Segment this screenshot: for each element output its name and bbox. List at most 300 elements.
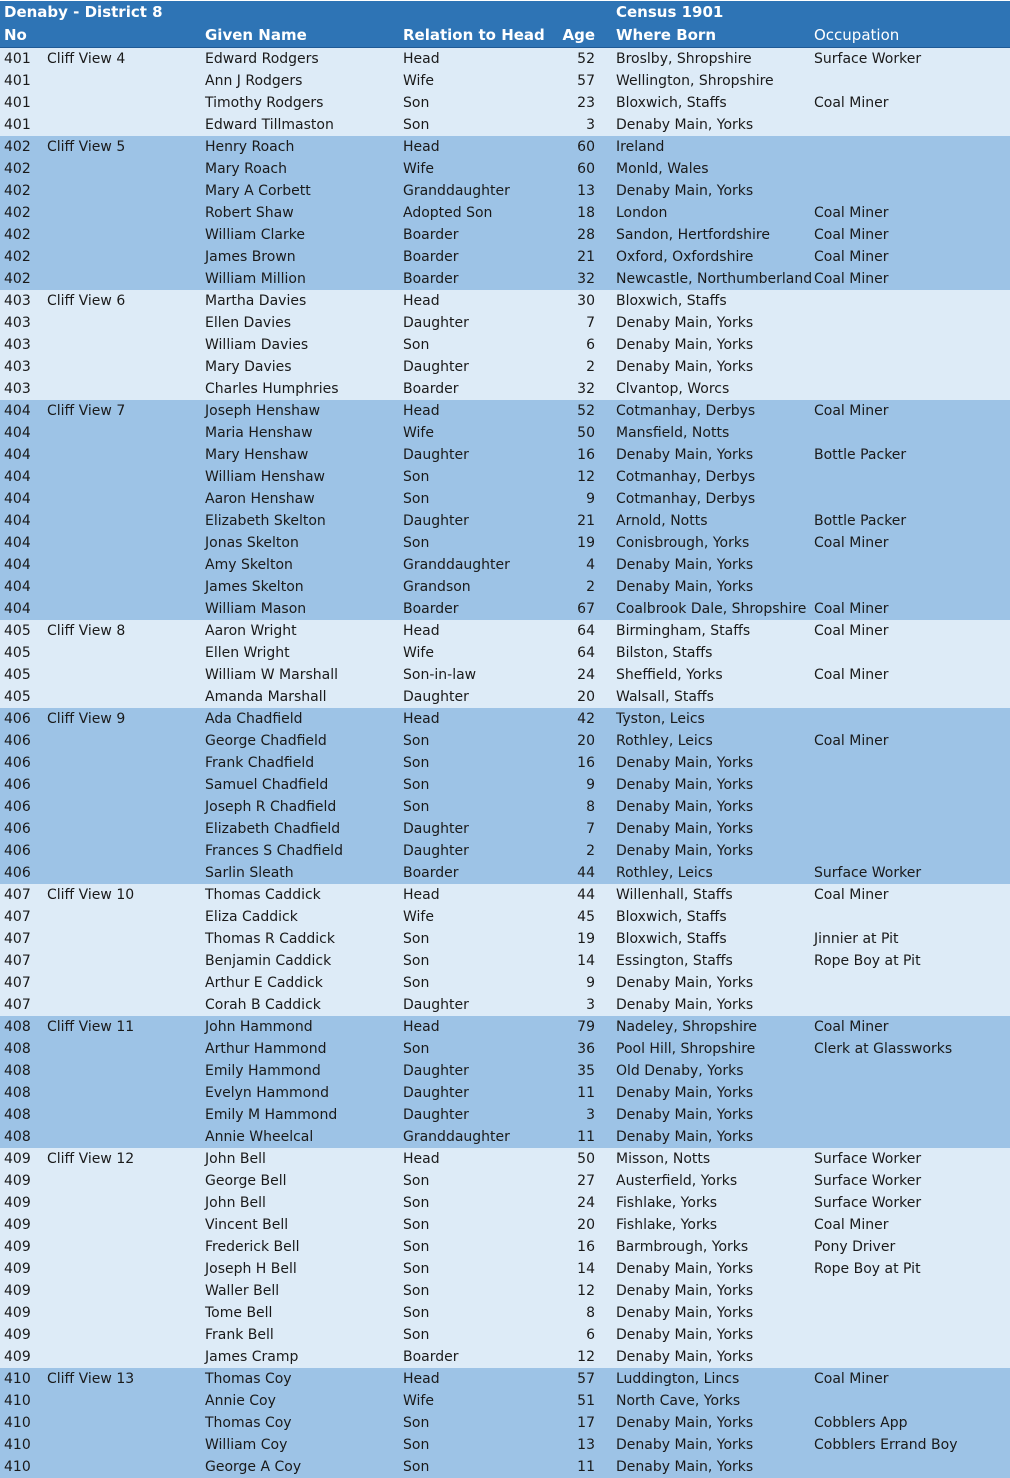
- cell-household-number: 404: [4, 447, 31, 463]
- cell-age: 3: [586, 117, 595, 133]
- cell-age: 32: [577, 381, 595, 397]
- cell-age: 23: [577, 95, 595, 111]
- cell-given-name: William Mason: [205, 601, 307, 617]
- cell-age: 9: [586, 975, 595, 991]
- cell-household-number: 401: [4, 73, 31, 89]
- cell-household-number: 407: [4, 997, 31, 1013]
- cell-given-name: Thomas Caddick: [205, 887, 321, 903]
- cell-relation: Head: [403, 293, 440, 309]
- cell-where-born: Bloxwich, Staffs: [616, 931, 727, 947]
- cell-age: 7: [586, 821, 595, 837]
- cell-household-number: 402: [4, 249, 31, 265]
- cell-relation: Son: [403, 1305, 430, 1321]
- cell-household-number: 407: [4, 909, 31, 925]
- cell-where-born: Birmingham, Staffs: [616, 623, 751, 639]
- cell-given-name: Jonas Skelton: [205, 535, 299, 551]
- cell-where-born: Denaby Main, Yorks: [616, 1283, 754, 1299]
- cell-age: 3: [586, 1107, 595, 1123]
- table-row: [0, 664, 1010, 686]
- table-row: [0, 1082, 1010, 1104]
- cell-relation: Boarder: [403, 227, 459, 243]
- cell-occupation: Coal Miner: [814, 95, 889, 111]
- cell-relation: Boarder: [403, 1349, 459, 1365]
- cell-where-born: Misson, Notts: [616, 1151, 711, 1167]
- cell-relation: Son: [403, 1283, 430, 1299]
- cell-given-name: Arthur Hammond: [205, 1041, 327, 1057]
- table-row: [0, 312, 1010, 334]
- cell-where-born: Luddington, Lincs: [616, 1371, 740, 1387]
- cell-household-number: 409: [4, 1217, 31, 1233]
- cell-household-number: 409: [4, 1327, 31, 1343]
- cell-household-number: 410: [4, 1415, 31, 1431]
- cell-age: 19: [577, 931, 595, 947]
- cell-where-born: Conisbrough, Yorks: [616, 535, 750, 551]
- cell-where-born: Coalbrook Dale, Shropshire: [616, 601, 807, 617]
- table-row: [0, 114, 1010, 136]
- cell-where-born: Bloxwich, Staffs: [616, 293, 727, 309]
- cell-relation: Daughter: [403, 821, 469, 837]
- cell-household-number: 405: [4, 689, 31, 705]
- table-row: [0, 1148, 1010, 1170]
- cell-where-born: Wellington, Shropshire: [616, 73, 774, 89]
- cell-given-name: Vincent Bell: [205, 1217, 289, 1233]
- table-row: [0, 1434, 1010, 1456]
- cell-household-number: 407: [4, 887, 31, 903]
- table-row: [0, 1412, 1010, 1434]
- cell-where-born: Denaby Main, Yorks: [616, 821, 754, 837]
- cell-relation: Daughter: [403, 1085, 469, 1101]
- cell-given-name: Mary Davies: [205, 359, 292, 375]
- cell-relation: Daughter: [403, 513, 469, 529]
- cell-household-number: 404: [4, 535, 31, 551]
- table-row: [0, 356, 1010, 378]
- cell-household-number: 408: [4, 1085, 31, 1101]
- cell-household-number: 402: [4, 271, 31, 287]
- cell-relation: Son: [403, 1327, 430, 1343]
- cell-occupation: Coal Miner: [814, 1217, 889, 1233]
- cell-where-born: Oxford, Oxfordshire: [616, 249, 754, 265]
- cell-where-born: Denaby Main, Yorks: [616, 1349, 754, 1365]
- cell-household-number: 409: [4, 1151, 31, 1167]
- table-row: [0, 708, 1010, 730]
- cell-relation: Boarder: [403, 865, 459, 881]
- cell-occupation: Surface Worker: [814, 1151, 922, 1167]
- cell-household-number: 406: [4, 865, 31, 881]
- cell-given-name: William W Marshall: [205, 667, 338, 683]
- cell-given-name: Frank Chadfield: [205, 755, 315, 771]
- cell-relation: Granddaughter: [403, 183, 510, 199]
- cell-given-name: Ada Chadfield: [205, 711, 303, 727]
- cell-relation: Wife: [403, 161, 434, 177]
- cell-address: Cliff View 12: [47, 1151, 135, 1167]
- cell-household-number: 404: [4, 557, 31, 573]
- cell-relation: Son: [403, 1041, 430, 1057]
- table-row: [0, 1280, 1010, 1302]
- cell-given-name: Sarlin Sleath: [205, 865, 294, 881]
- cell-occupation: Cobblers Errand Boy: [814, 1437, 958, 1453]
- cell-given-name: Emily M Hammond: [205, 1107, 338, 1123]
- cell-address: Cliff View 8: [47, 623, 126, 639]
- table-row: [0, 1016, 1010, 1038]
- table-row: [0, 994, 1010, 1016]
- cell-where-born: Denaby Main, Yorks: [616, 359, 754, 375]
- census-label: Census 1901: [616, 3, 724, 21]
- cell-relation: Son: [403, 469, 430, 485]
- cell-age: 3: [586, 997, 595, 1013]
- cell-household-number: 406: [4, 711, 31, 727]
- table-row: [0, 950, 1010, 972]
- table-row: [0, 1214, 1010, 1236]
- cell-given-name: John Bell: [205, 1151, 266, 1167]
- cell-household-number: 402: [4, 183, 31, 199]
- cell-where-born: Denaby Main, Yorks: [616, 1437, 754, 1453]
- table-row: [0, 1324, 1010, 1346]
- cell-age: 24: [577, 667, 595, 683]
- cell-age: 60: [577, 139, 595, 155]
- cell-where-born: Nadeley, Shropshire: [616, 1019, 758, 1035]
- cell-given-name: Edward Rodgers: [205, 51, 319, 67]
- cell-age: 6: [586, 1327, 595, 1343]
- cell-given-name: William Davies: [205, 337, 309, 353]
- cell-relation: Head: [403, 887, 440, 903]
- table-row: [0, 1104, 1010, 1126]
- table-row: [0, 1368, 1010, 1390]
- cell-given-name: Evelyn Hammond: [205, 1085, 329, 1101]
- cell-given-name: Edward Tillmaston: [205, 117, 334, 133]
- cell-given-name: Joseph Henshaw: [205, 403, 321, 419]
- cell-given-name: Samuel Chadfield: [205, 777, 329, 793]
- cell-relation: Son: [403, 733, 430, 749]
- cell-age: 12: [577, 1283, 595, 1299]
- cell-relation: Head: [403, 1371, 440, 1387]
- cell-age: 16: [577, 755, 595, 771]
- table-row: [0, 334, 1010, 356]
- cell-given-name: George A Coy: [205, 1459, 302, 1475]
- table-row: [0, 598, 1010, 620]
- table-row: [0, 620, 1010, 642]
- cell-age: 24: [577, 1195, 595, 1211]
- cell-given-name: Elizabeth Skelton: [205, 513, 326, 529]
- table-row: [0, 1170, 1010, 1192]
- cell-age: 18: [577, 205, 595, 221]
- cell-where-born: Denaby Main, Yorks: [616, 1415, 754, 1431]
- cell-given-name: Elizabeth Chadfield: [205, 821, 341, 837]
- table-row: [0, 48, 1010, 70]
- table-row: [0, 642, 1010, 664]
- cell-household-number: 401: [4, 95, 31, 111]
- cell-given-name: Charles Humphries: [205, 381, 339, 397]
- cell-where-born: Tyston, Leics: [616, 711, 705, 727]
- cell-age: 44: [577, 865, 595, 881]
- cell-household-number: 402: [4, 139, 31, 155]
- cell-where-born: Denaby Main, Yorks: [616, 1327, 754, 1343]
- cell-household-number: 410: [4, 1393, 31, 1409]
- cell-given-name: Amy Skelton: [205, 557, 293, 573]
- cell-given-name: John Bell: [205, 1195, 266, 1211]
- column-header-where-born: Where Born: [616, 26, 717, 44]
- cell-where-born: Denaby Main, Yorks: [616, 755, 754, 771]
- table-row: [0, 752, 1010, 774]
- cell-household-number: 408: [4, 1041, 31, 1057]
- cell-age: 64: [577, 645, 595, 661]
- cell-household-number: 408: [4, 1129, 31, 1145]
- table-row: [0, 1060, 1010, 1082]
- cell-given-name: Ellen Wright: [205, 645, 290, 661]
- cell-household-number: 403: [4, 315, 31, 331]
- cell-where-born: Austerfield, Yorks: [616, 1173, 738, 1189]
- cell-age: 20: [577, 1217, 595, 1233]
- cell-given-name: Joseph H Bell: [205, 1261, 297, 1277]
- cell-given-name: Henry Roach: [205, 139, 295, 155]
- cell-address: Cliff View 4: [47, 51, 126, 67]
- cell-age: 17: [577, 1415, 595, 1431]
- cell-relation: Head: [403, 623, 440, 639]
- cell-relation: Adopted Son: [403, 205, 493, 221]
- cell-address: Cliff View 6: [47, 293, 126, 309]
- cell-where-born: Denaby Main, Yorks: [616, 1261, 754, 1277]
- table-row: [0, 224, 1010, 246]
- column-header-no: No: [4, 26, 27, 44]
- cell-given-name: Thomas R Caddick: [205, 931, 335, 947]
- cell-where-born: Rothley, Leics: [616, 733, 713, 749]
- cell-where-born: Walsall, Staffs: [616, 689, 714, 705]
- table-row: [0, 884, 1010, 906]
- table-row: [0, 1038, 1010, 1060]
- cell-household-number: 401: [4, 51, 31, 67]
- cell-relation: Wife: [403, 1393, 434, 1409]
- cell-age: 12: [577, 1349, 595, 1365]
- cell-relation: Son: [403, 931, 430, 947]
- cell-where-born: Cotmanhay, Derbys: [616, 403, 756, 419]
- cell-household-number: 406: [4, 733, 31, 749]
- cell-where-born: Arnold, Notts: [616, 513, 708, 529]
- cell-relation: Head: [403, 1151, 440, 1167]
- cell-where-born: Essington, Staffs: [616, 953, 733, 969]
- column-header-given-name: Given Name: [205, 26, 307, 44]
- cell-address: Cliff View 13: [47, 1371, 135, 1387]
- cell-where-born: Denaby Main, Yorks: [616, 1129, 754, 1145]
- cell-given-name: Thomas Coy: [205, 1415, 292, 1431]
- cell-relation: Grandson: [403, 579, 471, 595]
- cell-occupation: Rope Boy at Pit: [814, 953, 921, 969]
- cell-household-number: 405: [4, 645, 31, 661]
- cell-given-name: Aaron Henshaw: [205, 491, 315, 507]
- cell-household-number: 409: [4, 1173, 31, 1189]
- table-row: [0, 1390, 1010, 1412]
- cell-relation: Wife: [403, 909, 434, 925]
- cell-relation: Son: [403, 1173, 430, 1189]
- cell-household-number: 403: [4, 337, 31, 353]
- cell-household-number: 410: [4, 1371, 31, 1387]
- cell-age: 21: [577, 249, 595, 265]
- cell-relation: Granddaughter: [403, 557, 510, 573]
- cell-where-born: Sheffield, Yorks: [616, 667, 723, 683]
- table-row: [0, 488, 1010, 510]
- cell-relation: Son: [403, 117, 430, 133]
- table-row: [0, 136, 1010, 158]
- cell-household-number: 405: [4, 667, 31, 683]
- cell-age: 19: [577, 535, 595, 551]
- cell-given-name: William Henshaw: [205, 469, 325, 485]
- cell-relation: Son: [403, 1217, 430, 1233]
- cell-where-born: Clvantop, Worcs: [616, 381, 730, 397]
- cell-age: 51: [577, 1393, 595, 1409]
- cell-age: 14: [577, 953, 595, 969]
- cell-age: 79: [577, 1019, 595, 1035]
- cell-relation: Son: [403, 1261, 430, 1277]
- cell-age: 30: [577, 293, 595, 309]
- cell-relation: Son: [403, 777, 430, 793]
- cell-age: 42: [577, 711, 595, 727]
- cell-where-born: Denaby Main, Yorks: [616, 183, 754, 199]
- cell-household-number: 409: [4, 1305, 31, 1321]
- cell-age: 50: [577, 1151, 595, 1167]
- cell-where-born: Denaby Main, Yorks: [616, 799, 754, 815]
- cell-where-born: Mansfield, Notts: [616, 425, 730, 441]
- table-row: [0, 158, 1010, 180]
- cell-occupation: Coal Miner: [814, 623, 889, 639]
- cell-relation: Son: [403, 975, 430, 991]
- cell-where-born: Pool Hill, Shropshire: [616, 1041, 756, 1057]
- cell-age: 11: [577, 1459, 595, 1475]
- table-row: [0, 1126, 1010, 1148]
- census-table-body: [0, 48, 1010, 1478]
- cell-relation: Boarder: [403, 601, 459, 617]
- cell-household-number: 403: [4, 293, 31, 309]
- cell-relation: Daughter: [403, 447, 469, 463]
- cell-address: Cliff View 10: [47, 887, 135, 903]
- cell-relation: Daughter: [403, 689, 469, 705]
- cell-relation: Boarder: [403, 271, 459, 287]
- cell-age: 2: [586, 579, 595, 595]
- cell-age: 8: [586, 799, 595, 815]
- cell-age: 4: [586, 557, 595, 573]
- cell-relation: Head: [403, 1019, 440, 1035]
- cell-where-born: Willenhall, Staffs: [616, 887, 733, 903]
- cell-given-name: Eliza Caddick: [205, 909, 298, 925]
- cell-household-number: 409: [4, 1195, 31, 1211]
- cell-age: 16: [577, 447, 595, 463]
- table-row: [0, 554, 1010, 576]
- cell-given-name: James Cramp: [205, 1349, 299, 1365]
- cell-where-born: Ireland: [616, 139, 665, 155]
- table-row: [0, 466, 1010, 488]
- cell-occupation: Coal Miner: [814, 667, 889, 683]
- cell-given-name: Martha Davies: [205, 293, 307, 309]
- column-header-row: [0, 24, 1010, 48]
- table-row: [0, 796, 1010, 818]
- cell-occupation: Surface Worker: [814, 1195, 922, 1211]
- cell-where-born: Bloxwich, Staffs: [616, 95, 727, 111]
- cell-where-born: Denaby Main, Yorks: [616, 777, 754, 793]
- cell-where-born: North Cave, Yorks: [616, 1393, 741, 1409]
- cell-age: 32: [577, 271, 595, 287]
- cell-household-number: 404: [4, 403, 31, 419]
- cell-age: 21: [577, 513, 595, 529]
- table-row: [0, 906, 1010, 928]
- cell-given-name: James Skelton: [205, 579, 304, 595]
- cell-occupation: Cobblers App: [814, 1415, 908, 1431]
- cell-given-name: Emily Hammond: [205, 1063, 321, 1079]
- cell-household-number: 404: [4, 601, 31, 617]
- table-row: [0, 1346, 1010, 1368]
- cell-occupation: Coal Miner: [814, 601, 889, 617]
- cell-household-number: 409: [4, 1239, 31, 1255]
- cell-household-number: 406: [4, 821, 31, 837]
- cell-relation: Head: [403, 403, 440, 419]
- cell-occupation: Coal Miner: [814, 205, 889, 221]
- cell-occupation: Coal Miner: [814, 227, 889, 243]
- cell-where-born: Rothley, Leics: [616, 865, 713, 881]
- cell-where-born: Cotmanhay, Derbys: [616, 491, 756, 507]
- cell-occupation: Coal Miner: [814, 1019, 889, 1035]
- cell-given-name: George Chadfield: [205, 733, 327, 749]
- cell-where-born: Denaby Main, Yorks: [616, 579, 754, 595]
- cell-age: 8: [586, 1305, 595, 1321]
- cell-where-born: Denaby Main, Yorks: [616, 975, 754, 991]
- cell-address: Cliff View 7: [47, 403, 126, 419]
- cell-household-number: 407: [4, 953, 31, 969]
- cell-household-number: 406: [4, 799, 31, 815]
- cell-address: Cliff View 11: [47, 1019, 135, 1035]
- cell-relation: Son: [403, 755, 430, 771]
- cell-relation: Son: [403, 1415, 430, 1431]
- cell-household-number: 402: [4, 227, 31, 243]
- cell-given-name: James Brown: [205, 249, 296, 265]
- cell-household-number: 406: [4, 843, 31, 859]
- cell-where-born: London: [616, 205, 668, 221]
- cell-given-name: Frank Bell: [205, 1327, 274, 1343]
- cell-age: 35: [577, 1063, 595, 1079]
- cell-age: 27: [577, 1173, 595, 1189]
- table-row: [0, 840, 1010, 862]
- cell-household-number: 401: [4, 117, 31, 133]
- cell-household-number: 405: [4, 623, 31, 639]
- cell-where-born: Barmbrough, Yorks: [616, 1239, 749, 1255]
- cell-age: 67: [577, 601, 595, 617]
- cell-relation: Son: [403, 491, 430, 507]
- cell-relation: Daughter: [403, 315, 469, 331]
- cell-relation: Head: [403, 51, 440, 67]
- cell-age: 9: [586, 777, 595, 793]
- cell-age: 50: [577, 425, 595, 441]
- cell-given-name: Benjamin Caddick: [205, 953, 332, 969]
- cell-relation: Son-in-law: [403, 667, 477, 683]
- cell-age: 13: [577, 1437, 595, 1453]
- cell-relation: Son: [403, 1195, 430, 1211]
- table-row: [0, 532, 1010, 554]
- cell-given-name: William Coy: [205, 1437, 288, 1453]
- cell-given-name: Robert Shaw: [205, 205, 294, 221]
- cell-where-born: Cotmanhay, Derbys: [616, 469, 756, 485]
- cell-household-number: 409: [4, 1349, 31, 1365]
- cell-occupation: Jinnier at Pit: [814, 931, 899, 947]
- cell-age: 60: [577, 161, 595, 177]
- table-row: [0, 92, 1010, 114]
- cell-given-name: Thomas Coy: [205, 1371, 292, 1387]
- cell-age: 14: [577, 1261, 595, 1277]
- cell-household-number: 408: [4, 1107, 31, 1123]
- cell-age: 6: [586, 337, 595, 353]
- cell-household-number: 409: [4, 1261, 31, 1277]
- cell-relation: Son: [403, 95, 430, 111]
- cell-relation: Son: [403, 799, 430, 815]
- cell-relation: Daughter: [403, 1107, 469, 1123]
- table-row: [0, 246, 1010, 268]
- table-row: [0, 972, 1010, 994]
- cell-relation: Son: [403, 1239, 430, 1255]
- table-row: [0, 1192, 1010, 1214]
